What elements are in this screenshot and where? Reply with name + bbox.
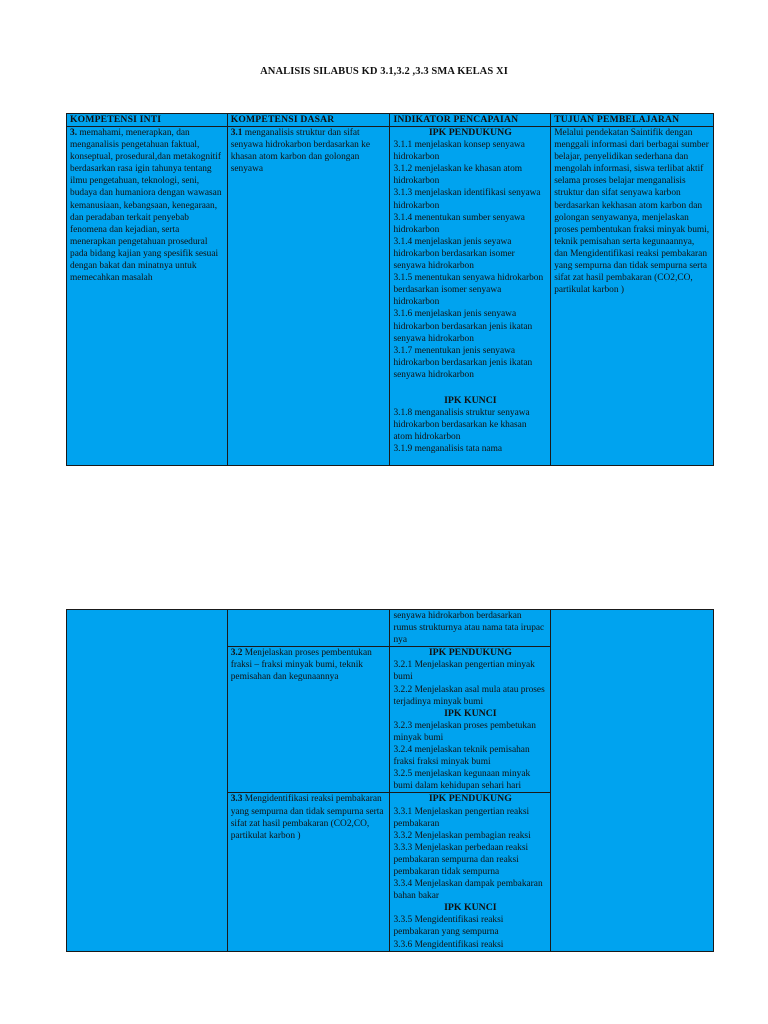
ipk-item: 3.1.4 menjelaskan jenis seyawa hidrokarbon berdasarkan isomer senyawa hidrokarbon [393,236,515,272]
ipk-item: 3.1.4 menentukan sumber senyawa hidrokarbon [393,212,525,235]
indikator-cell [390,127,551,466]
ipk-kunci-heading: IPK KUNCI [444,394,497,406]
ipk-item: 3.2.1 Menjelaskan pengertian minyak bumi [393,660,535,683]
syllabus-table-page-2 [66,609,714,952]
ipk-kunci-heading: IPK KUNCI [444,707,497,719]
ipk-item: 3.3.5 Mengidentifikasi reaksi pembakaran yang sempurna [393,915,504,938]
kd-number: 3.1 [230,128,243,138]
kompetensi-dasar-cell [227,610,390,647]
ipk-item: 3.2.4 menjelaskan teknik pemisahan fraksi fraksi minyak bumi [393,745,530,768]
indikator-cell [390,793,551,951]
tujuan-text: Melalui pendekatan Saintifik dengan menggali informasi dari berbagai sumber belajar, penyelidikan sederhana dan mengolah informasi, siswa terlibat aktif selama proses belajar menganalisis struktur dan sifat senyawa karbon berdasarkan kekhasan atom karbon dan golongan senyawanya, menjelaskan proses pembentukan fraksi minyak bumi, teknik pemisahan serta kegunaannya, dan Mengidentifikasi reaksi pembakaran yang sempurna dan tidak sempurna serta sifat zat hasil pembakaran (CO2,CO, partikulat karbon ) [554,128,710,296]
kompetensi-dasar-cell [227,647,390,793]
table-header-row [67,114,714,127]
ipk-item: 3.3.2 Menjelaskan pembagian reaksi [393,830,531,841]
ipk-item: 3.3.3 Menjelaskan perbedaan reaksi pembakaran sempurna dan reaksi pembakaran tidak sempurna [393,842,529,877]
ipk-continuation: senyawa hidrokarbon berdasarkan rumus strukturnya atau nama tata irupac nya [393,611,545,646]
kompetensi-inti-cell [67,127,228,466]
spacer [393,381,547,395]
kd-text: Menjelaskan proses pembentukan fraksi – fraksi minyak bumi, teknik pemisahan dan kegunaannya [230,648,372,683]
syllabus-table-page-1 [66,113,714,466]
kompetensi-dasar-cell [227,793,390,951]
ipk-pendukung-heading: IPK PENDUKUNG [428,793,512,805]
kompetensi-inti-cell [67,610,228,952]
indikator-cell [390,610,551,647]
table-row [67,127,714,466]
kd-text: Mengidentifikasi reaksi pembakaran yang sempurna dan tidak sempurna serta sifat zat hasil pembakaran (CO2,CO, partikulat karbon ) [230,794,384,841]
ipk-item: 3.1.7 menentukan jenis senyawa hidrokarbon berdasarkan jenis ikatan senyawa hidrokarbon [393,345,533,380]
ipk-item: 3.2.2 Menjelaskan asal mula atau proses terjadinya minyak bumi [393,684,545,707]
ipk-item: 3.1.3 menjelaskan identifikasi senyawa hidrokarbon [393,188,541,211]
ipk-pendukung-heading: IPK PENDUKUNG [428,647,512,659]
header-tujuan-pembelajaran: TUJUAN PEMBELAJARAN [551,114,714,127]
ipk-item: 3.1.5 menentukan senyawa hidrokarbon berdasarkan isomer senyawa hidrokarbon [393,273,544,308]
header-kompetensi-dasar: KOMPETENSI DASAR [227,114,390,127]
ipk-item: 3.3.1 Menjelaskan pengertian reaksi pembakaran [393,806,530,829]
ipk-item: 3.1.9 menganalisis tata nama [393,444,503,455]
ipk-item: 3.1.8 menganalisis struktur senyawa hidrokarbon berdasarkan ke khasan atom hidrokarbon [393,408,530,443]
ipk-item: 3.3.6 Mengidentifikasi reaksi [393,939,504,950]
ipk-item: 3.1.2 menjelaskan ke khasan atom hidrokarbon [393,164,523,187]
tujuan-pembelajaran-cell [551,127,714,466]
ipk-item: 3.3.4 Menjelaskan dampak pembakaran bahan bakar [393,879,543,902]
header-kompetensi-inti: KOMPETENSI INTI [67,114,228,127]
ki-text: memahami, menerapkan, dan menganalisis pengetahuan faktual, konseptual, prosedural,dan metakognitif berdasarkan rasa igin tahunya tentang ilmu pengetahuan, teknologi, seni, budaya dan humaniora dengan wawasan kemanusiaan, kebangsaan, kenegaraan, dan peradaban terkait penyebab fenomena dan kejadian, serta menerapkan pengetahuan prosedural pada bidang kajian yang spesifik sesuai dengan bakat dan minatnya untuk memecahkan masalah [70,128,222,284]
ipk-item: 3.2.3 menjelaskan proses pembetukan minyak bumi [393,720,536,743]
ipk-item: 3.2.5 menjelaskan kegunaan minyak bumi dalam kehidupan sehari hari [393,769,531,792]
tujuan-pembelajaran-cell [551,610,714,952]
ipk-item: 3.1.1 menjelaskan konsep senyawa hidrokarbon [393,140,525,163]
indikator-cell [390,647,551,793]
kd-text: menganalisis struktur dan sifat senyawa hidrokarbon berdasarkan ke khasan atom karbon dan golongan senyawa [230,128,370,175]
kompetensi-dasar-cell [227,127,390,466]
document-title: ANALISIS SILABUS KD 3.1,3.2 ,3.3 SMA KELAS XI [260,66,508,77]
ipk-kunci-heading: IPK KUNCI [444,902,497,914]
kd-number: 3.2 [230,648,243,659]
ipk-item: 3.1.6 menjelaskan jenis senyawa hidrokarbon berdasarkan jenis ikatan senyawa hidrokarbon [393,309,533,344]
kd-number: 3.3 [230,794,243,805]
table-row [67,610,714,647]
ki-number: 3. [70,128,78,138]
header-indikator-pencapaian: INDIKATOR PENCAPAIAN [390,114,551,127]
ipk-pendukung-heading: IPK PENDUKUNG [428,127,512,138]
